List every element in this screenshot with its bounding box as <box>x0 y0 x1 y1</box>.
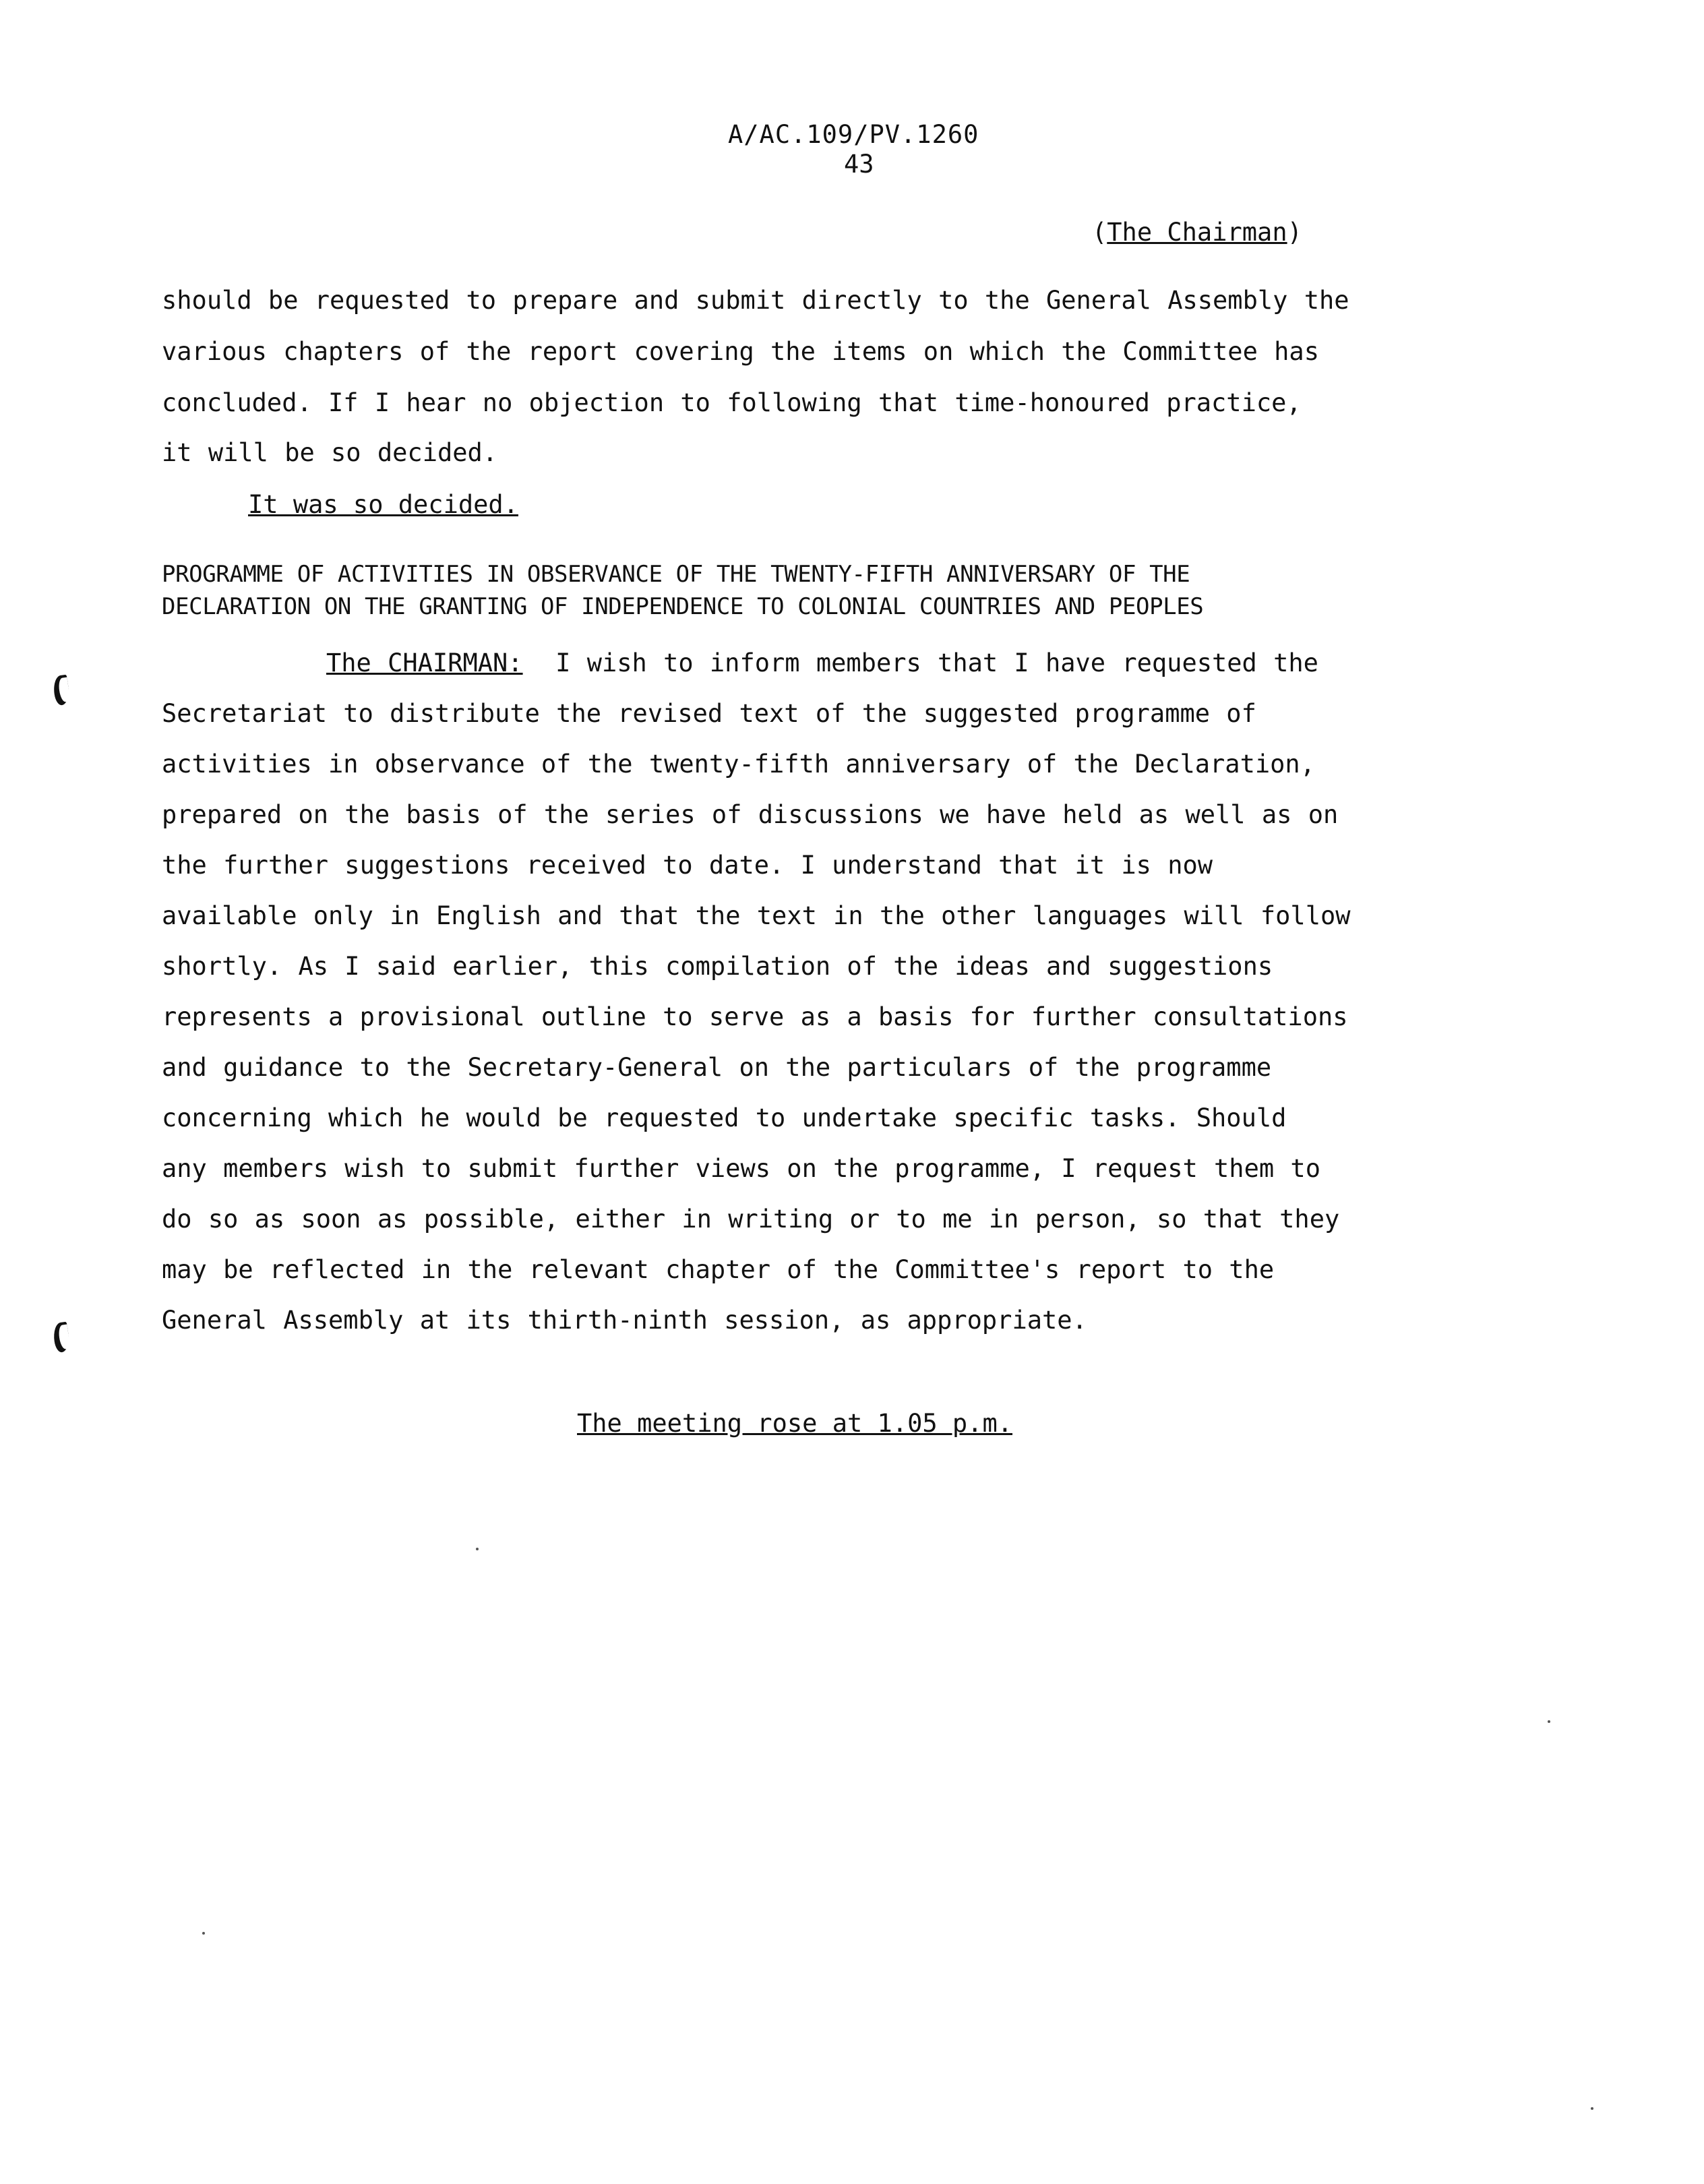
paragraph1-line: it will be so decided. <box>162 438 498 467</box>
paragraph2-first-line <box>326 648 1318 678</box>
paragraph2-first-line-text: I wish to inform members that I have requested the <box>522 648 1318 677</box>
speaker-heading <box>1092 218 1302 247</box>
paragraph1-line: various chapters of the report covering the items on which the Committee has <box>162 337 1319 366</box>
page-number: 43 <box>844 150 874 179</box>
paragraph2-line: any members wish to submit further views on the programme, I request them to <box>162 1154 1320 1183</box>
paragraph2-line: do so as soon as possible, either in writing or to me in person, so that they <box>162 1205 1340 1234</box>
paragraph2-line: prepared on the basis of the series of discussions we have held as well as on <box>162 800 1339 829</box>
scan-speck <box>202 1932 205 1935</box>
paragraph2-line: Secretariat to distribute the revised text of the suggested programme of <box>162 699 1256 728</box>
speaker-name: The Chairman <box>1107 218 1287 247</box>
scan-speck <box>1548 1720 1550 1723</box>
document-symbol: A/AC.109/PV.1260 <box>728 120 979 149</box>
agenda-title-line: PROGRAMME OF ACTIVITIES IN OBSERVANCE OF THE TWENTY-FIFTH ANNIVERSARY OF THE <box>162 561 1190 588</box>
agenda-title-line: DECLARATION ON THE GRANTING OF INDEPENDENCE TO COLONIAL COUNTRIES AND PEOPLES <box>162 593 1204 620</box>
paragraph2-line: the further suggestions received to date. I understand that it is now <box>162 851 1213 880</box>
paragraph2-line: and guidance to the Secretary-General on the particulars of the programme <box>162 1053 1272 1082</box>
margin-scan-mark <box>52 675 71 706</box>
margin-scan-mark <box>52 1322 71 1354</box>
speaker-close-paren: ) <box>1287 218 1302 247</box>
scan-speck <box>476 1548 479 1550</box>
paragraph2-line: concerning which he would be requested to undertake specific tasks. Should <box>162 1103 1287 1132</box>
closing-line: The meeting rose at 1.05 p.m. <box>577 1409 1013 1438</box>
decision-text: It was so decided. <box>248 490 518 519</box>
paragraph2-line: may be reflected in the relevant chapter of the Committee's report to the <box>162 1255 1275 1284</box>
paragraph2-line: shortly. As I said earlier, this compilation of the ideas and suggestions <box>162 952 1273 981</box>
paragraph1-line: should be requested to prepare and submit directly to the General Assembly the <box>162 286 1349 315</box>
paragraph1-line: concluded. If I hear no objection to following that time-honoured practice, <box>162 388 1302 417</box>
chairman-label: The CHAIRMAN: <box>326 648 523 677</box>
paragraph2-line: General Assembly at its thirth-ninth session, as appropriate. <box>162 1306 1087 1335</box>
paragraph2-line: activities in observance of the twenty-fifth anniversary of the Declaration, <box>162 750 1315 779</box>
scan-speck <box>1591 2107 1593 2110</box>
speaker-open-paren: ( <box>1092 218 1107 247</box>
paragraph2-line: represents a provisional outline to serve as a basis for further consultations <box>162 1002 1348 1031</box>
paragraph2-line: available only in English and that the text in the other languages will follow <box>162 901 1351 930</box>
